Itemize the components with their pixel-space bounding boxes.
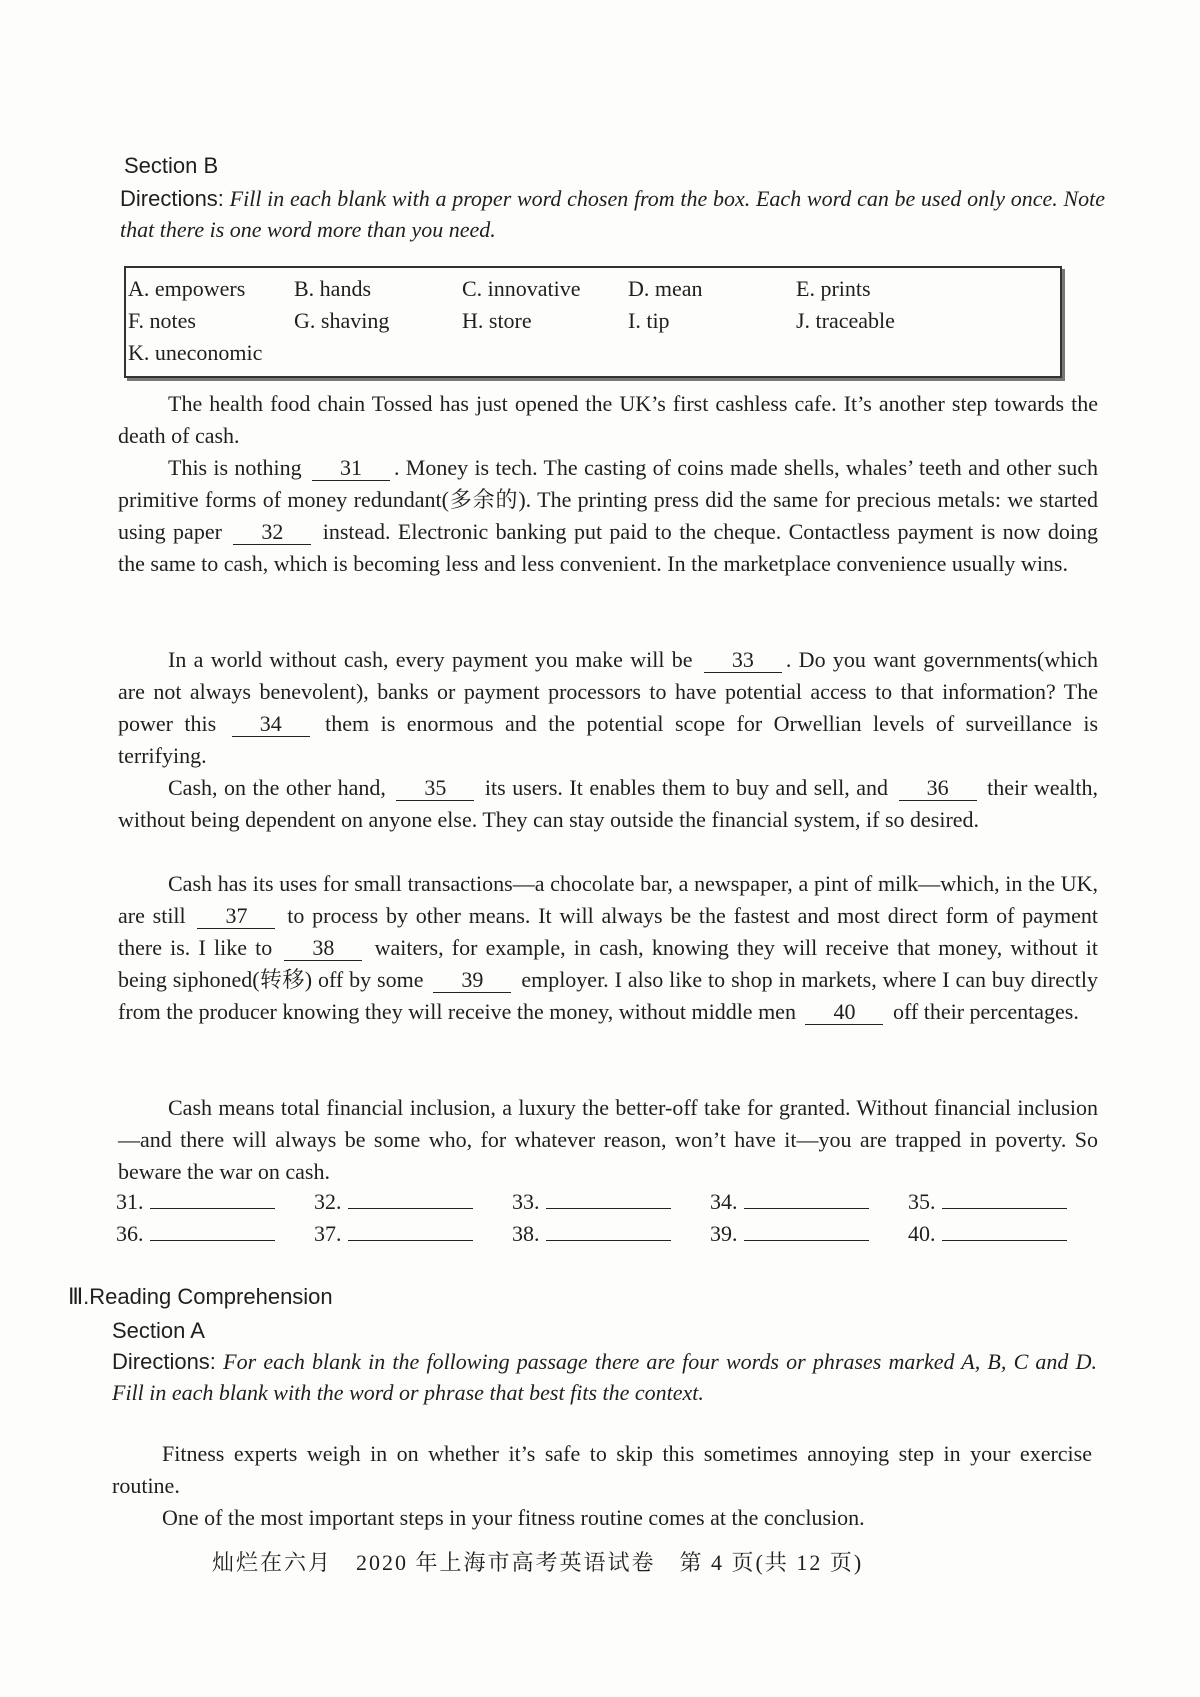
paragraph-text: In a world without cash, every payment you make will be [168,647,693,672]
answer-slot[interactable] [710,1188,869,1215]
answer-slot[interactable] [314,1220,473,1247]
paragraph-text: its users. It enables them to buy and sell, and [484,775,889,800]
answer-number: 36. [116,1221,144,1246]
answer-slot[interactable] [908,1188,1067,1215]
answer-slot[interactable] [908,1220,1067,1247]
answer-line[interactable] [942,1188,1067,1209]
paragraph-text: . Do you want governments(which are not always benevolent), banks or payment processors to have potential access to that information? The power this [118,647,1098,736]
answer-line[interactable] [348,1220,473,1241]
answer-slot[interactable] [512,1220,671,1247]
answer-line[interactable] [942,1220,1067,1241]
section-a-directions [112,1346,1097,1408]
word-option: K. uneconomic [128,340,263,365]
passage-paragraph [118,1092,1098,1188]
directions-label: Directions: [120,186,224,211]
passage-paragraph [118,452,1098,580]
answer-line[interactable] [150,1188,275,1209]
directions-label: Directions: [112,1349,216,1374]
blank-33: 33 [704,648,782,673]
answer-number: 34. [710,1189,738,1214]
word-option: G. shaving [294,308,390,333]
paragraph-text: . Money is tech. The casting of coins made shells, whales’ teeth and other such primitive forms of money redundant(多余的). The printing press did the same for precious metals: we started using paper [118,455,1099,544]
word-option: D. mean [628,276,703,301]
answer-slot[interactable] [512,1188,671,1215]
answer-slot[interactable] [116,1188,275,1215]
answer-number: 31. [116,1189,144,1214]
answer-number: 37. [314,1221,342,1246]
passage-paragraph [112,1438,1092,1502]
blank-38: 38 [284,936,362,961]
paragraph-text: The health food chain Tossed has just opened the UK’s first cashless cafe. It’s another step towards the death of cash. [118,391,1098,448]
word-option: H. store [462,308,532,333]
section-b-directions [120,183,1105,245]
passage-paragraph [112,1502,1092,1534]
paragraph-text: them is enormous and the potential scope for Orwellian levels of surveillance is terrifying. [118,711,1099,768]
passage-paragraph [118,868,1098,1028]
part-title: Reading Comprehension [89,1284,333,1309]
answer-line[interactable] [744,1220,869,1241]
answer-slot[interactable] [710,1220,869,1247]
directions-text: For each blank in the following passage there are four words or phrases marked A, B, C and D. Fill in each blank with the word or phrase that best fits the context. [112,1349,1098,1405]
paragraph-text: Fitness experts weigh in on whether it’s safe to skip this sometimes annoying step in your exercise routine. [112,1441,1092,1498]
word-option: E. prints [796,276,871,301]
answer-line[interactable] [348,1188,473,1209]
answer-slot[interactable] [116,1220,275,1247]
page-footer: 灿烂在六月 2020 年上海市高考英语试卷 第 4 页(共 12 页) [212,1550,864,1575]
paragraph-text: employer. I also like to shop in markets, where I can buy directly from the producer knowing they will receive the money, without middle men [118,967,1098,1024]
blank-39: 39 [433,968,511,993]
word-option: I. tip [628,308,670,333]
answer-row [116,1188,1101,1218]
blank-31: 31 [312,456,390,481]
answer-number: 38. [512,1221,540,1246]
paragraph-text: instead. Electronic banking put paid to the cheque. Contactless payment is now doing the same to cash, which is becoming less and less convenient. In the marketplace convenience usually wins. [118,519,1099,576]
blank-32: 32 [233,520,311,545]
answer-line[interactable] [150,1220,275,1241]
word-option: C. innovative [462,276,581,301]
word-option: B. hands [294,276,371,301]
paragraph-text: Cash means total financial inclusion, a luxury the better-off take for granted. Without financial inclusion—and there will always be some who, for whatever reason, won’t have it—you are trapped in poverty. So beware the war on cash. [118,1095,1098,1184]
passage-paragraph [118,388,1098,452]
paragraph-text: to process by other means. It will always be the fastest and most direct form of payment there is. I like to [118,903,1099,960]
answer-row [116,1220,1101,1250]
blank-37: 37 [197,904,275,929]
word-option: A. empowers [128,276,246,301]
directions-text: Fill in each blank with a proper word chosen from the box. Each word can be used only once. Note that there is one word more than you need. [120,186,1105,242]
word-option: F. notes [128,308,196,333]
paragraph-text: Cash has its uses for small transactions—a chocolate bar, a newspaper, a pint of milk—which, in the UK, are still [118,871,1098,928]
paragraph-text: their wealth, without being dependent on anyone else. They can stay outside the financial system, if so desired. [118,775,1099,832]
paragraph-text: This is nothing [168,455,302,480]
answer-line[interactable] [546,1188,671,1209]
paragraph-text: Cash, on the other hand, [168,775,386,800]
blank-36: 36 [899,776,977,801]
paragraph-text: off their percentages. [892,999,1079,1024]
word-option: J. traceable [796,308,895,333]
answer-number: 32. [314,1189,342,1214]
passage-paragraph [118,644,1098,772]
answer-line[interactable] [744,1188,869,1209]
paragraph-text: One of the most important steps in your fitness routine comes at the conclusion. [162,1505,865,1530]
word-box [124,266,1062,378]
passage-paragraph [118,772,1098,836]
part-numeral: Ⅲ. [68,1284,90,1309]
blank-35: 35 [396,776,474,801]
answer-number: 39. [710,1221,738,1246]
answer-number: 35. [908,1189,936,1214]
answer-number: 33. [512,1189,540,1214]
answer-slot[interactable] [314,1188,473,1215]
paragraph-text: waiters, for example, in cash, knowing they will receive that money, without it being siphoned(转移) off by some [118,935,1099,992]
answer-line[interactable] [546,1220,671,1241]
answer-number: 40. [908,1221,936,1246]
section-b-heading: Section B [124,153,219,178]
blank-40: 40 [805,1000,883,1025]
part-three-heading [68,1284,333,1310]
section-a-heading: Section A [112,1318,205,1343]
blank-34: 34 [232,712,310,737]
